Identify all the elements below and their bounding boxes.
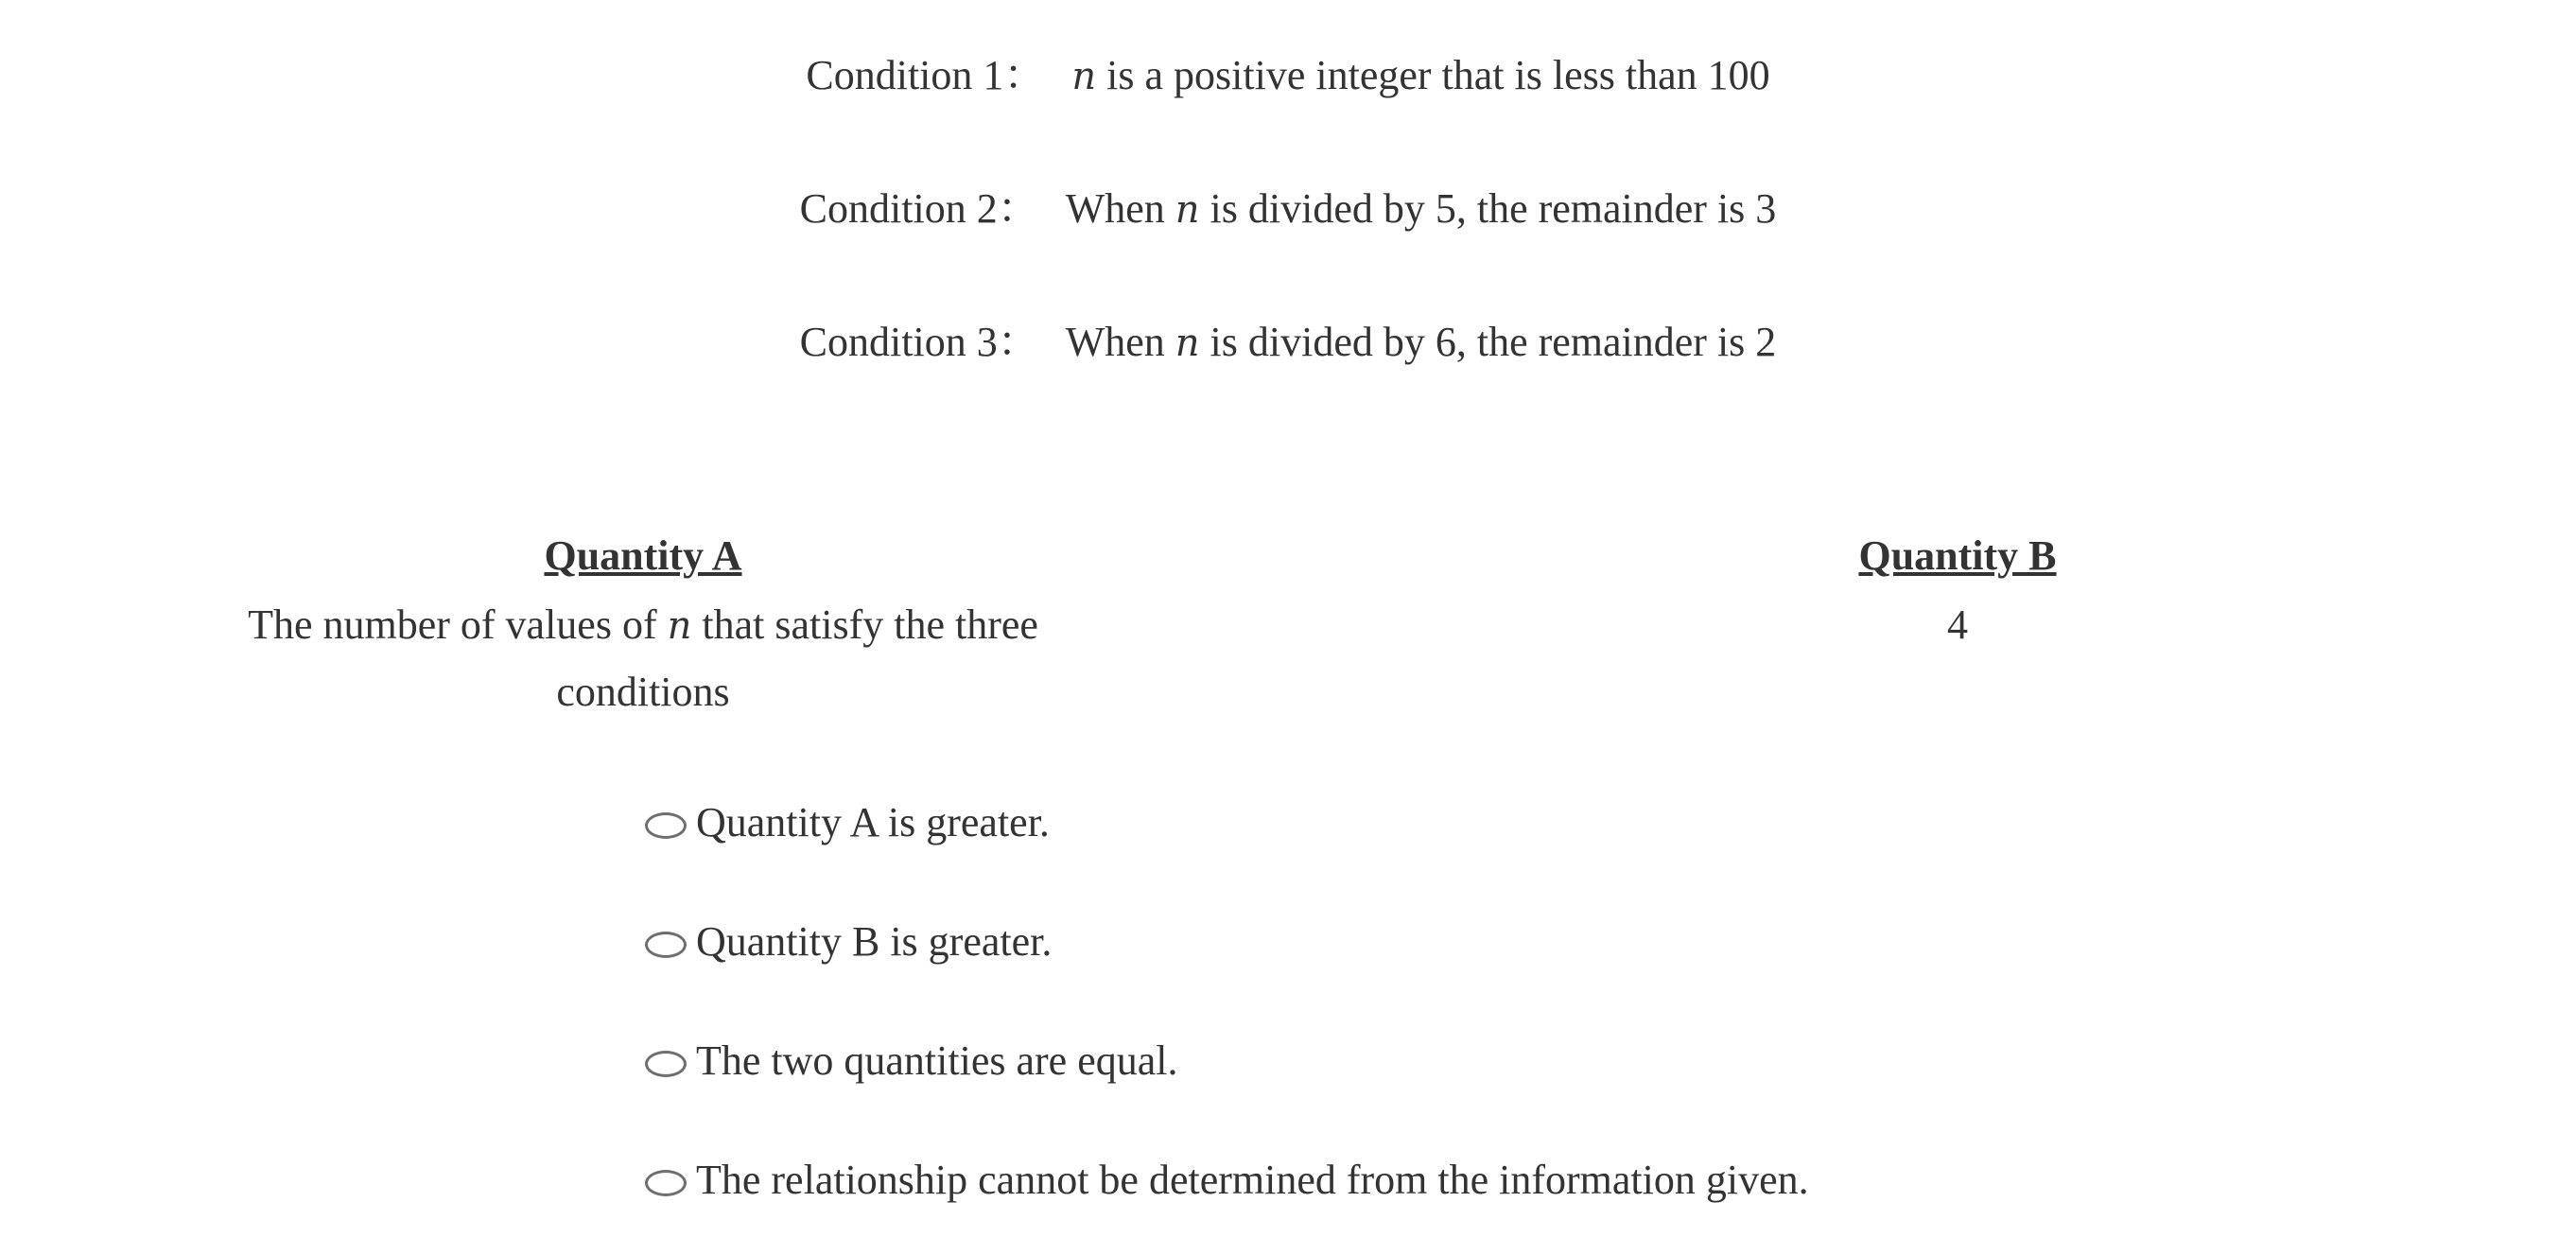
answer-option-label: Quantity A is greater.: [696, 799, 1050, 845]
condition-text-post: is divided by 5, the remainder is 3: [1199, 185, 1777, 232]
condition-3: [0, 314, 2576, 372]
quantity-a-text-post: that satisfy the three conditions: [556, 601, 1038, 715]
quantity-a-column: [170, 528, 1116, 725]
condition-label: Condition 1：: [806, 52, 1046, 98]
radio-button-icon[interactable]: [645, 932, 687, 958]
quantity-b-column: [1674, 528, 2241, 658]
quantity-a-heading: Quantity A: [544, 532, 742, 579]
answer-option-c[interactable]: [645, 1033, 1177, 1089]
variable-n: n: [667, 604, 692, 648]
radio-button-icon[interactable]: [645, 812, 687, 839]
condition-text-post: is divided by 6, the remainder is 2: [1199, 319, 1777, 365]
answer-option-label: Quantity B is greater.: [696, 918, 1053, 965]
answer-option-d[interactable]: [645, 1152, 1809, 1209]
answer-option-b[interactable]: [645, 914, 1052, 970]
condition-label: Condition 2：: [799, 185, 1039, 232]
condition-text-pre: When: [1065, 185, 1175, 232]
quantity-b-heading: Quantity B: [1858, 532, 2057, 579]
answer-option-a[interactable]: [645, 794, 1050, 851]
radio-button-icon[interactable]: [645, 1170, 687, 1196]
quantity-a-text-pre: The number of values of: [248, 601, 668, 648]
answer-option-label: The relationship cannot be determined from the information given.: [696, 1157, 1809, 1203]
condition-2: [0, 181, 2576, 238]
variable-n: n: [1175, 188, 1200, 232]
radio-button-icon[interactable]: [645, 1051, 687, 1077]
condition-label: Condition 3：: [799, 319, 1039, 365]
quantity-a-text: [170, 592, 1116, 725]
condition-text-pre: When: [1065, 319, 1175, 365]
variable-n: n: [1175, 322, 1200, 365]
condition-1: [0, 47, 2576, 105]
quantity-b-value: 4: [1947, 601, 1968, 648]
answer-option-label: The two quantities are equal.: [696, 1037, 1178, 1084]
condition-text-post: is a positive integer that is less than 100: [1096, 52, 1770, 98]
variable-n: n: [1071, 55, 1097, 98]
